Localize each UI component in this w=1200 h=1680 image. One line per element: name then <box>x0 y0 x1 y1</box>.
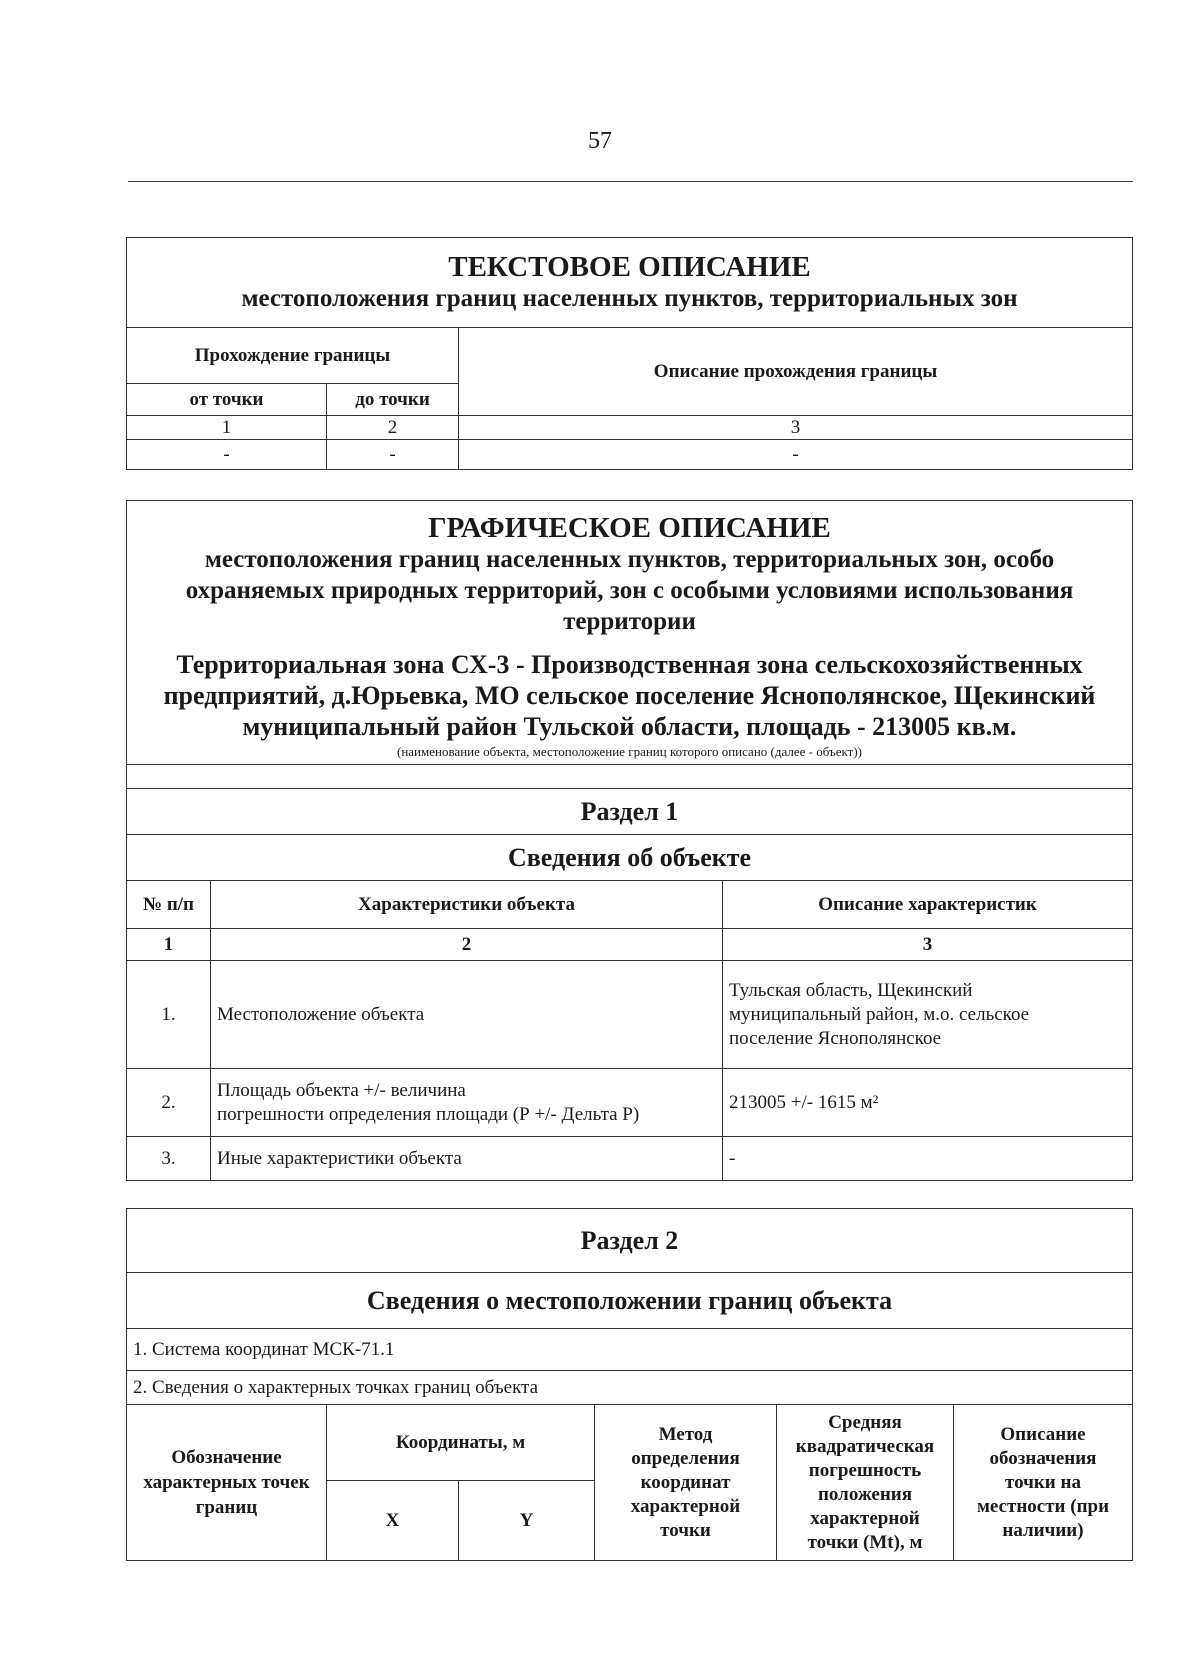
col-num-3: 3 <box>459 416 1133 440</box>
section2-subtitle: Сведения о местоположении границ объекта <box>127 1273 1133 1329</box>
col-y-header: Y <box>459 1481 595 1561</box>
row2-char-line2: погрешности определения площади (Р +/- Дельта Р) <box>217 1103 640 1125</box>
page-number: 57 <box>588 128 612 154</box>
col-point-line2: характерных точек <box>143 1472 310 1493</box>
col-terrain-line3: точки на <box>1005 1471 1081 1493</box>
row3-characteristic: Иные характеристики объекта <box>211 1137 723 1181</box>
header-description: Описание характеристик <box>723 881 1133 929</box>
header-rule <box>128 181 1133 182</box>
spacer-row <box>127 765 1133 789</box>
col-error-line1: Средняя <box>828 1411 902 1433</box>
row-from: - <box>127 440 327 470</box>
col-coords-header: Координаты, м <box>327 1405 595 1481</box>
col-method-line4: характерной <box>630 1495 741 1517</box>
row1-description <box>723 961 1133 1069</box>
graphic-description-table <box>126 500 1133 1181</box>
coord-system: 1. Система координат МСК-71.1 <box>127 1329 1133 1371</box>
text-description-header <box>127 238 1133 328</box>
object-line1: Территориальная зона СХ-3 - Производственная зона сельскохозяйственных <box>176 650 1083 679</box>
col-to-header: до точки <box>327 384 459 416</box>
row-to: - <box>327 440 459 470</box>
row-desc: - <box>459 440 1133 470</box>
col-desc-header: Описание прохождения границы <box>459 328 1133 416</box>
col-point-line1: Обозначение <box>171 1447 282 1468</box>
table-row <box>127 1069 1133 1137</box>
table-row <box>127 961 1133 1069</box>
col-error-header <box>777 1405 954 1561</box>
col-from-header: от точки <box>127 384 327 416</box>
graphic-description-title: ГРАФИЧЕСКОЕ ОПИСАНИЕ <box>428 512 831 544</box>
col-method-line1: Метод <box>658 1423 713 1445</box>
points-info: 2. Сведения о характерных точках границ объекта <box>127 1371 1133 1405</box>
col-num-2: 2 <box>327 416 459 440</box>
col-terrain-line4: местности (при <box>976 1495 1110 1517</box>
section2-table <box>126 1208 1133 1561</box>
col-error-line5: характерной <box>810 1507 920 1529</box>
col-num-1: 1 <box>127 416 327 440</box>
col-method-line3: координат <box>640 1471 731 1493</box>
row1-desc-line3: поселение Яснополянское <box>729 1027 942 1049</box>
table-row <box>127 1137 1133 1181</box>
col-method-line2: определения <box>631 1447 740 1469</box>
object-line2: предприятий, д.Юрьевка, МО сельское поселение Яснополянское, Щекинский <box>163 681 1096 710</box>
header-num-1: 1 <box>127 929 211 961</box>
col-error-line4: положения <box>817 1483 913 1505</box>
header-num-2: 2 <box>211 929 723 961</box>
section1-subtitle: Сведения об объекте <box>127 835 1133 881</box>
graphic-subtitle-line3: территории <box>563 608 696 635</box>
col-terrain-line5: наличии) <box>1002 1519 1084 1541</box>
text-description-title: ТЕКСТОВОЕ ОПИСАНИЕ <box>448 250 811 283</box>
col-passage-header: Прохождение границы <box>127 328 459 384</box>
text-description-subtitle: местоположения границ населенных пунктов, территориальных зон <box>241 284 1018 312</box>
col-point-line3: границ <box>195 1497 258 1518</box>
row2-characteristic <box>211 1069 723 1137</box>
section1-title: Раздел 1 <box>127 789 1133 835</box>
row2-description: 213005 +/- 1615 м² <box>723 1069 1133 1137</box>
row2-char-line1: Площадь объекта +/- величина <box>217 1079 466 1101</box>
col-method-header <box>595 1405 777 1561</box>
col-terrain-line2: обозначения <box>989 1447 1097 1469</box>
graphic-subtitle-line2: охраняемых природных территорий, зон с особыми условиями использования <box>185 577 1074 604</box>
object-line3: муниципальный район Тульской области, площадь - 213005 кв.м. <box>242 712 1017 741</box>
col-method-line5: точки <box>660 1519 711 1541</box>
header-num-3: 3 <box>723 929 1133 961</box>
col-error-line3: погрешность <box>808 1459 922 1481</box>
col-terrain-header <box>954 1405 1133 1561</box>
col-point-header <box>127 1405 327 1561</box>
row1-num: 1. <box>127 961 211 1069</box>
col-error-line6: точки (Mt), м <box>807 1531 923 1553</box>
graphic-subtitle-line1: местоположения границ населенных пунктов, территориальных зон, особо <box>204 546 1055 573</box>
row1-desc-line2: муниципальный район, м.о. сельское <box>729 1003 1030 1025</box>
row1-desc-line1: Тульская область, Щекинский <box>729 979 973 1001</box>
object-note: (наименование объекта, местоположение границ которого описано (далее - объект)) <box>397 744 862 759</box>
header-num: № п/п <box>127 881 211 929</box>
section2-title: Раздел 2 <box>127 1209 1133 1273</box>
col-x-header: X <box>327 1481 459 1561</box>
row2-num: 2. <box>127 1069 211 1137</box>
text-description-table <box>126 237 1133 470</box>
header-characteristic: Характеристики объекта <box>211 881 723 929</box>
row3-num: 3. <box>127 1137 211 1181</box>
row1-characteristic: Местоположение объекта <box>211 961 723 1069</box>
col-terrain-line1: Описание <box>1000 1423 1086 1445</box>
row3-description: - <box>723 1137 1133 1181</box>
graphic-description-header <box>127 501 1133 765</box>
col-error-line2: квадратическая <box>795 1435 935 1457</box>
